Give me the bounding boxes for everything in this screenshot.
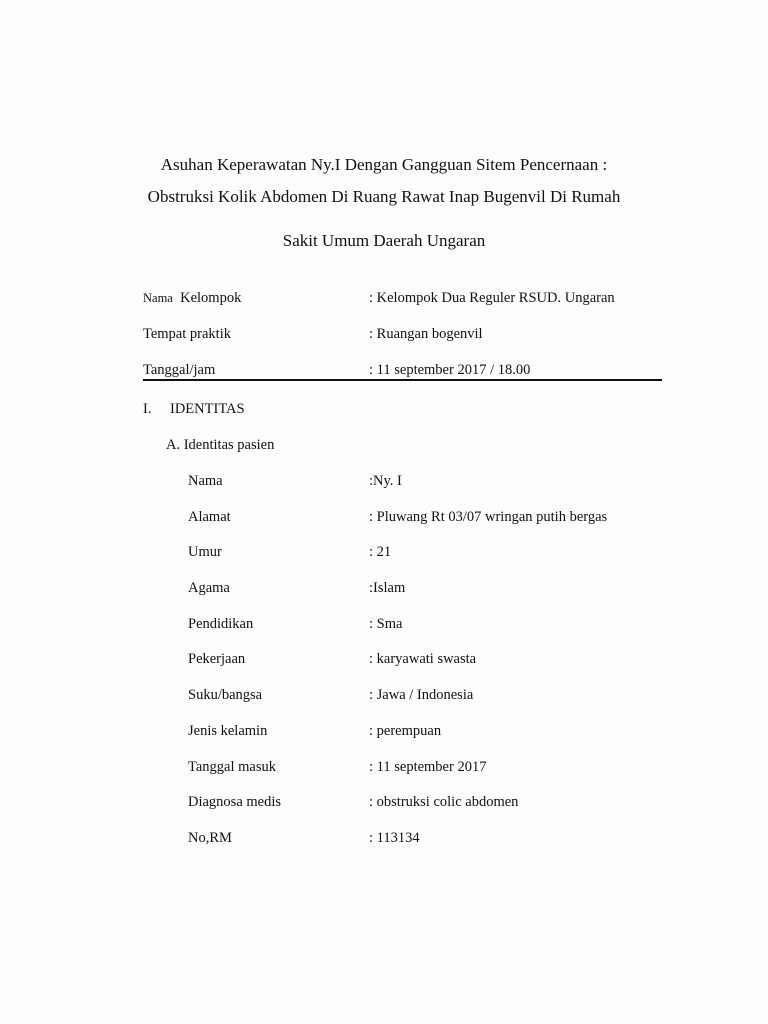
patient-value: : Pluwang Rt 03/07 wringan putih bergas bbox=[369, 509, 608, 525]
header-tempat-label: Tempat praktik bbox=[143, 326, 231, 342]
patient-value: : karyawati swasta bbox=[369, 651, 477, 667]
patient-label: Agama bbox=[188, 580, 230, 596]
patient-label: Umur bbox=[188, 544, 222, 560]
patient-value: : 113134 bbox=[369, 830, 420, 846]
patient-label: Pendidikan bbox=[188, 616, 254, 632]
patient-label: Suku/bangsa bbox=[188, 687, 263, 703]
section-number: I. bbox=[143, 401, 152, 417]
header-divider-line bbox=[143, 379, 662, 381]
patient-label: Pekerjaan bbox=[188, 651, 246, 667]
patient-value: : 21 bbox=[369, 544, 392, 560]
patient-value: : Sma bbox=[369, 616, 403, 632]
header-nama-label bbox=[143, 290, 241, 307]
document-title-line-2: Obstruksi Kolik Abdomen Di Ruang Rawat Inap Bugenvil Di Rumah bbox=[147, 187, 621, 206]
header-tanggal-value: : 11 september 2017 / 18.00 bbox=[369, 362, 531, 378]
patient-label: No,RM bbox=[188, 830, 232, 846]
section-subheading: A. Identitas pasien bbox=[166, 437, 275, 453]
patient-value: : Jawa / Indonesia bbox=[369, 687, 474, 703]
patient-value: : perempuan bbox=[369, 723, 442, 739]
header-tanggal-label: Tanggal/jam bbox=[143, 362, 216, 378]
document-title-line-1: Asuhan Keperawatan Ny.I Dengan Gangguan Sitem Pencernaan : bbox=[160, 155, 608, 174]
patient-label: Alamat bbox=[188, 509, 231, 525]
patient-label: Jenis kelamin bbox=[188, 723, 268, 739]
patient-label: Tanggal masuk bbox=[188, 759, 276, 775]
patient-value: :Islam bbox=[369, 580, 406, 596]
header-nama-label-text: Kelompok bbox=[180, 290, 242, 306]
patient-value: : 11 september 2017 bbox=[369, 759, 487, 775]
document-title-line-3: Sakit Umum Daerah Ungaran bbox=[282, 231, 486, 250]
section-heading: IDENTITAS bbox=[170, 401, 245, 417]
header-nama-value: : Kelompok Dua Reguler RSUD. Ungaran bbox=[369, 290, 615, 306]
header-tempat-value: : Ruangan bogenvil bbox=[369, 326, 483, 342]
patient-value: :Ny. I bbox=[369, 473, 402, 489]
patient-label: Nama bbox=[188, 473, 223, 489]
patient-value: : obstruksi colic abdomen bbox=[369, 794, 519, 810]
header-nama-prefix: Nama bbox=[143, 291, 173, 305]
patient-label: Diagnosa medis bbox=[188, 794, 282, 810]
